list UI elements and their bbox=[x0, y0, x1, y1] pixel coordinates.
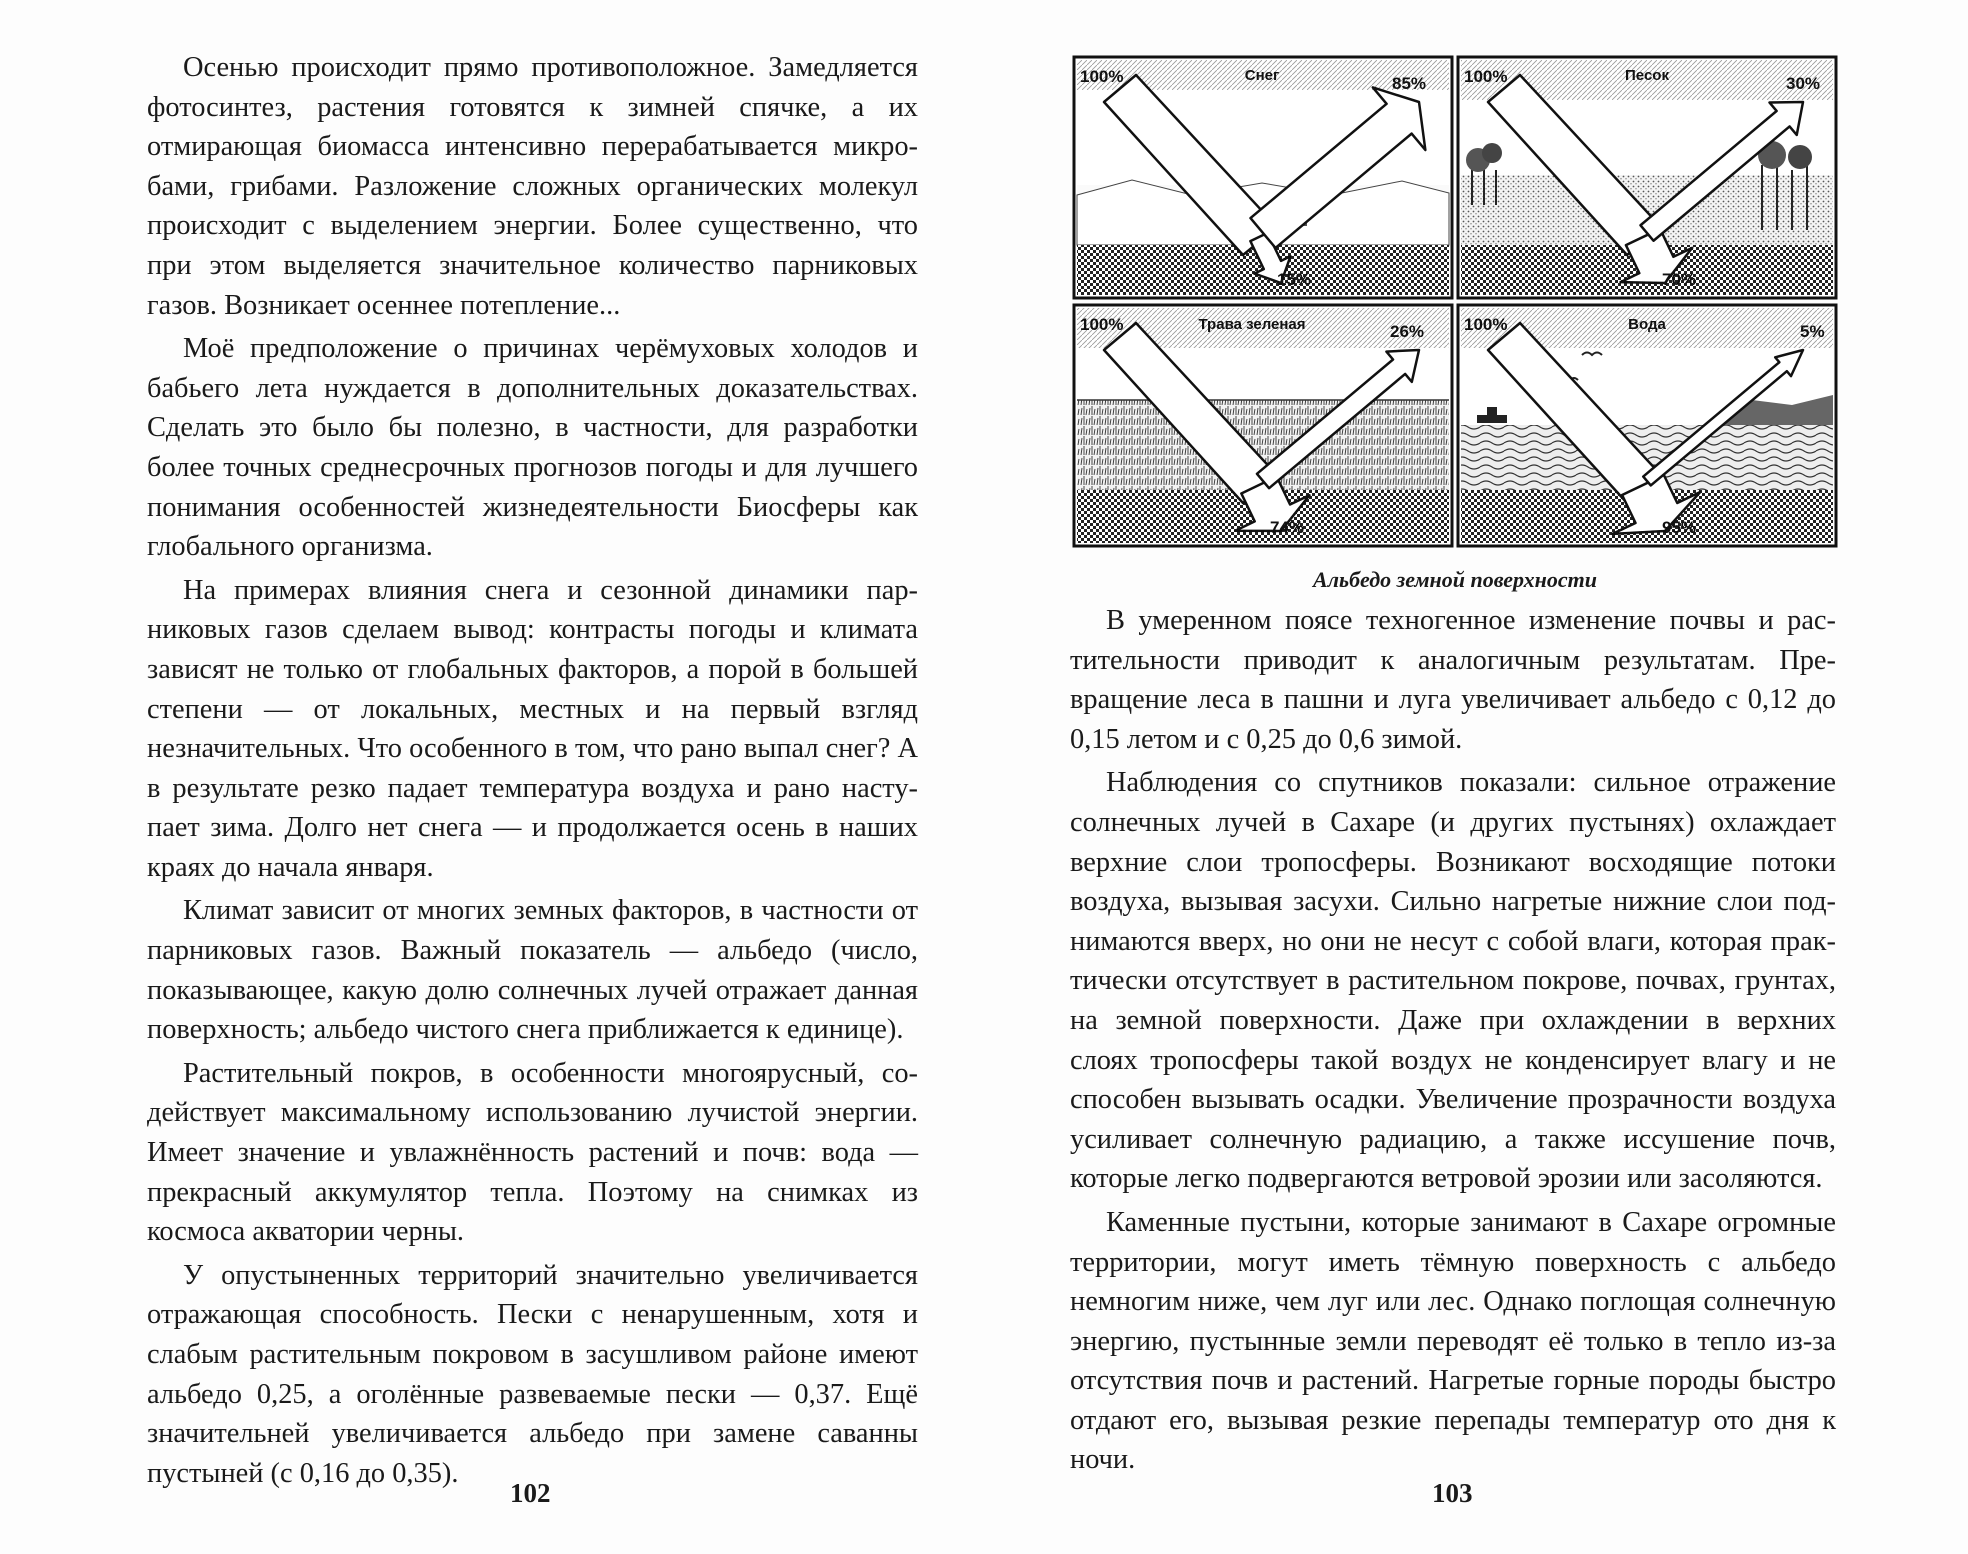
reflected-label-water: 5% bbox=[1800, 322, 1825, 341]
absorbed-label-sand: 70% bbox=[1662, 270, 1697, 289]
panel-title-water: Вода bbox=[1628, 316, 1666, 333]
right-page bbox=[984, 0, 1968, 1554]
left-text-column bbox=[147, 48, 918, 1497]
absorbed-label-water: 95% bbox=[1662, 518, 1697, 537]
paragraph: Растительный покров, в особенности многоярусный, содействует максимальному использованию лучистой энергии. Имеет значение и увлажнённость растений и почв: вода — прекрасный аккумулятор тепла. Поэтому на снимках из космоса акватории черны. bbox=[147, 1057, 918, 1248]
paragraph: Наблюдения со спутников показали: сильное отражение солнечных лучей в Сахаре (и других пустынях) охлаждает верхние слои тропосферы. Возникают восходящие потоки воздуха, вызывая засухи. Сильно нагретые нижние слои поднимаются вверх, но они не несут с собой влаги, которая практически отсутствует в растительном покрове, почвах, грунтах, на земной поверхности. Даже при охлаждении в верхних слоях тропосферы такой воздух не конденсирует влагу и не способен вызывать осадки. Увеличение прозрачности воздуха усиливает солнечную радиацию, а также иссушение почв, которые легко подвергаются ветровой эрозии или засоляются. bbox=[1070, 767, 1836, 1195]
page-number-left: 102 bbox=[510, 1478, 551, 1508]
paragraph: Климат зависит от многих земных факторов, в частности от парниковых газов. Важный показатель — альбедо (число, показывающее, какую долю солнечных лучей отражает данная поверхность; альбедо чистого снега приближается к единице). bbox=[147, 895, 918, 1046]
paragraph: Осенью происходит прямо противоположное. Замедляется фотосинтез, растения готовятся к зимней спячке, а их отмирающая биомасса интенсивно перерабатывается микробами, грибами. Разложение сложных органических молекул происходит с выделением энергии. Более существенно, что при этом выделяется значительное количество парниковых газов. Возникает осеннее потепление... bbox=[147, 52, 918, 321]
incoming-label-grass: 100% bbox=[1080, 315, 1124, 334]
albedo-figure bbox=[1072, 55, 1838, 548]
figure-caption: Альбедо земной поверхности bbox=[1313, 567, 1597, 592]
incoming-label-snow: 100% bbox=[1080, 67, 1124, 86]
right-text-column bbox=[1070, 601, 1836, 1484]
reflected-label-grass: 26% bbox=[1390, 322, 1425, 341]
reflected-label-sand: 30% bbox=[1786, 74, 1821, 93]
absorbed-label-grass: 74% bbox=[1270, 518, 1305, 537]
incoming-label-water: 100% bbox=[1464, 315, 1508, 334]
paragraph: Моё предположение о причинах черёмуховых холодов и бабьего лета нуждается в дополнительных доказательствах. Сделать это было бы полезно, в частности, для разработки более точных среднесрочных прогнозов погоды и для лучшего понимания особенностей жизнедеятельности Биосферы как глобального организма. bbox=[147, 333, 918, 563]
incoming-label-sand: 100% bbox=[1464, 67, 1508, 86]
page-number-right: 103 bbox=[1432, 1478, 1473, 1508]
paragraph: На примерах влияния снега и сезонной динамики парниковых газов сделаем вывод: контрасты погоды и климата зависят не только от глобальных факторов, а порой в большей степени — от локальных, местных и на первый взгляд незначительных. Что особенного в том, что рано выпал снег? А в результате резко падает температура воздуха и рано наступает зима. Долго нет снега — и продолжается осень в наших краях до начала января. bbox=[147, 574, 918, 883]
panel-title-sand: Песок bbox=[1625, 67, 1669, 84]
panel-title-grass: Трава зеленая bbox=[1198, 316, 1306, 333]
reflected-label-snow: 85% bbox=[1392, 74, 1427, 93]
panel-title-snow: Снег bbox=[1244, 67, 1280, 84]
absorbed-label-snow: 15% bbox=[1277, 270, 1312, 289]
paragraph: У опустыненных территорий значительно увеличивается отражающая способность. Пески с ненарушенным, хотя и слабым растительным покровом в засушливом районе имеют альбедо 0,25, а оголённые развеваемые пески — 0,37. Ещё значительней увеличивается альбедо при замене саванны пустыней (с 0,16 до 0,35). bbox=[147, 1259, 918, 1489]
paragraph: Каменные пустыни, которые занимают в Сахаре огромные территории, могут иметь тёмную поверхность с альбедо немногим ниже, чем луг или лес. Однако поглощая солнечную энергию, пустынные земли переводят её только в тепло из-за отсутствия почв и растений. Нагретые горные породы быстро отдают его, вызывая резкие перепады температур ото дня к ночи. bbox=[1070, 1206, 1836, 1476]
paragraph: В умеренном поясе техногенное изменение почвы и растительности приводит к аналогичным результатам. Превращение леса в пашни и луга увеличивает альбедо с 0,12 до 0,15 летом и с 0,25 до 0,6 зимой. bbox=[1070, 605, 1836, 755]
